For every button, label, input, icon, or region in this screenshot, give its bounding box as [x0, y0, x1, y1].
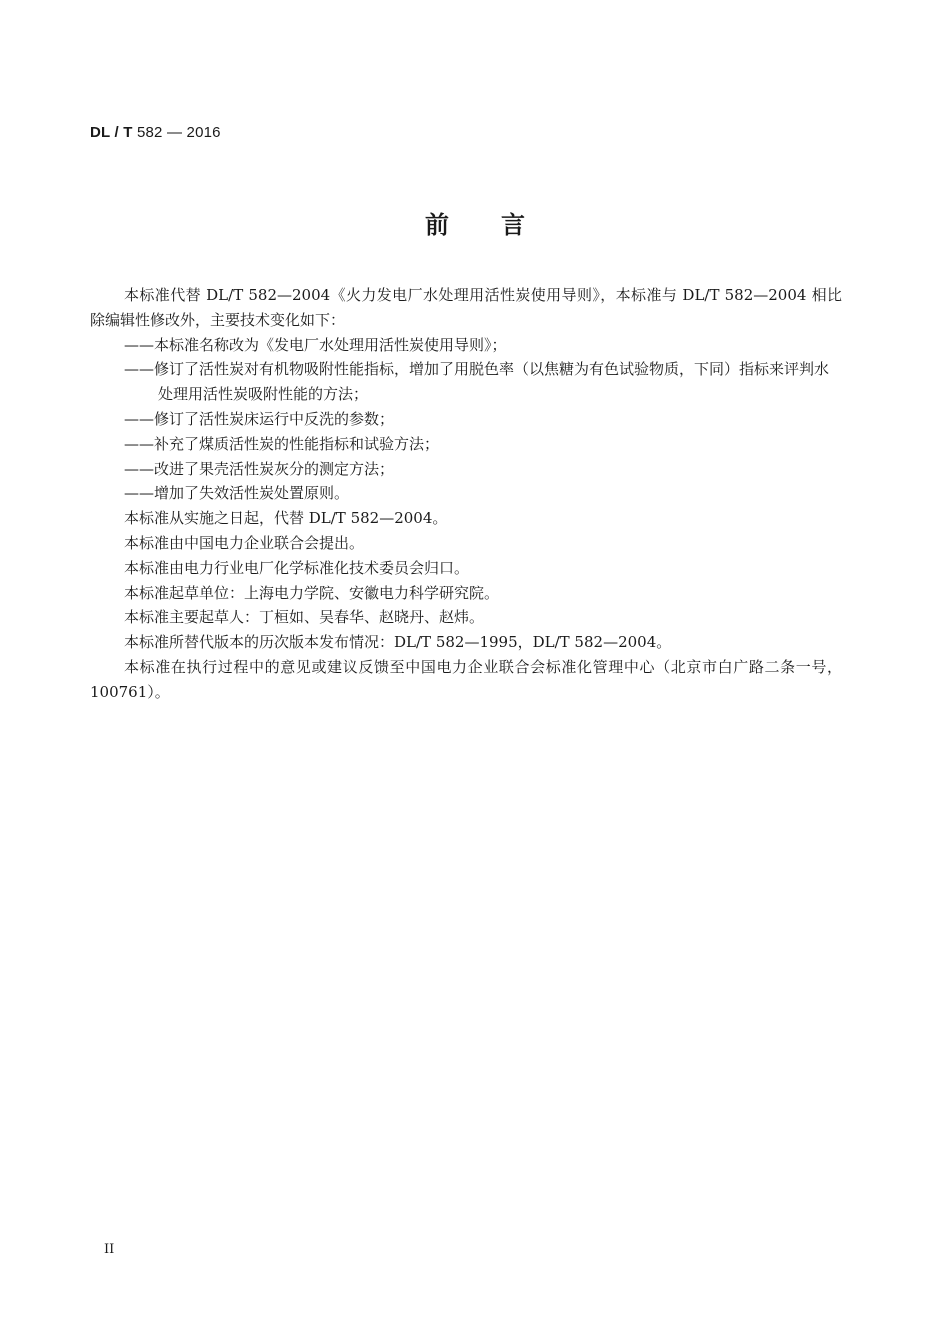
drafting-units-paragraph: 本标准起草单位：上海电力学院、安徽电力科学研究院。: [124, 583, 500, 602]
standard-code-prefix: DL / T: [90, 124, 133, 141]
history-paragraph: 本标准所替代版本的历次版本发布情况：DL/T 582—1995，DL/T 582—2004。: [124, 633, 672, 652]
change-item: ——增加了失效活性炭处置原则。: [124, 484, 350, 503]
standard-code-header: [90, 124, 221, 141]
drafters-paragraph: 本标准主要起草人：丁桓如、吴春华、赵晓丹、赵炜。: [124, 608, 485, 627]
intro-paragraph: 本标准代替 DL/T 582—2004《火力发电厂水处理用活性炭使用导则》，本标准与 DL/T 582—2004 相比除编辑性修改外，主要技术变化如下：: [90, 286, 842, 329]
change-item: ——修订了活性炭对有机物吸附性能指标，增加了用脱色率（以焦糖为有色试验物质，下同）指标来评判水处理用活性炭吸附性能的方法；: [124, 360, 830, 404]
standard-code-number: 582 — 2016: [132, 124, 221, 141]
proposer-paragraph: 本标准由中国电力企业联合会提出。: [124, 533, 365, 552]
change-item: ——改进了果壳活性炭灰分的测定方法；: [124, 459, 395, 478]
change-item: ——本标准名称改为《发电厂水处理用活性炭使用导则》；: [124, 335, 507, 354]
foreword-body: [90, 283, 842, 705]
change-item: ——补充了煤质活性炭的性能指标和试验方法；: [124, 434, 440, 453]
page-number: II: [104, 1242, 115, 1257]
page-title: 前言: [425, 211, 577, 239]
feedback-paragraph: 本标准在执行过程中的意见或建议反馈至中国电力企业联合会标准化管理中心（北京市白广路二条一号，100761）。: [90, 657, 842, 701]
replace-paragraph: 本标准从实施之日起，代替 DL/T 582—2004。: [124, 509, 448, 528]
committee-paragraph: 本标准由电力行业电厂化学标准化技术委员会归口。: [124, 558, 470, 577]
change-item: ——修订了活性炭床运行中反洗的参数；: [124, 409, 395, 428]
